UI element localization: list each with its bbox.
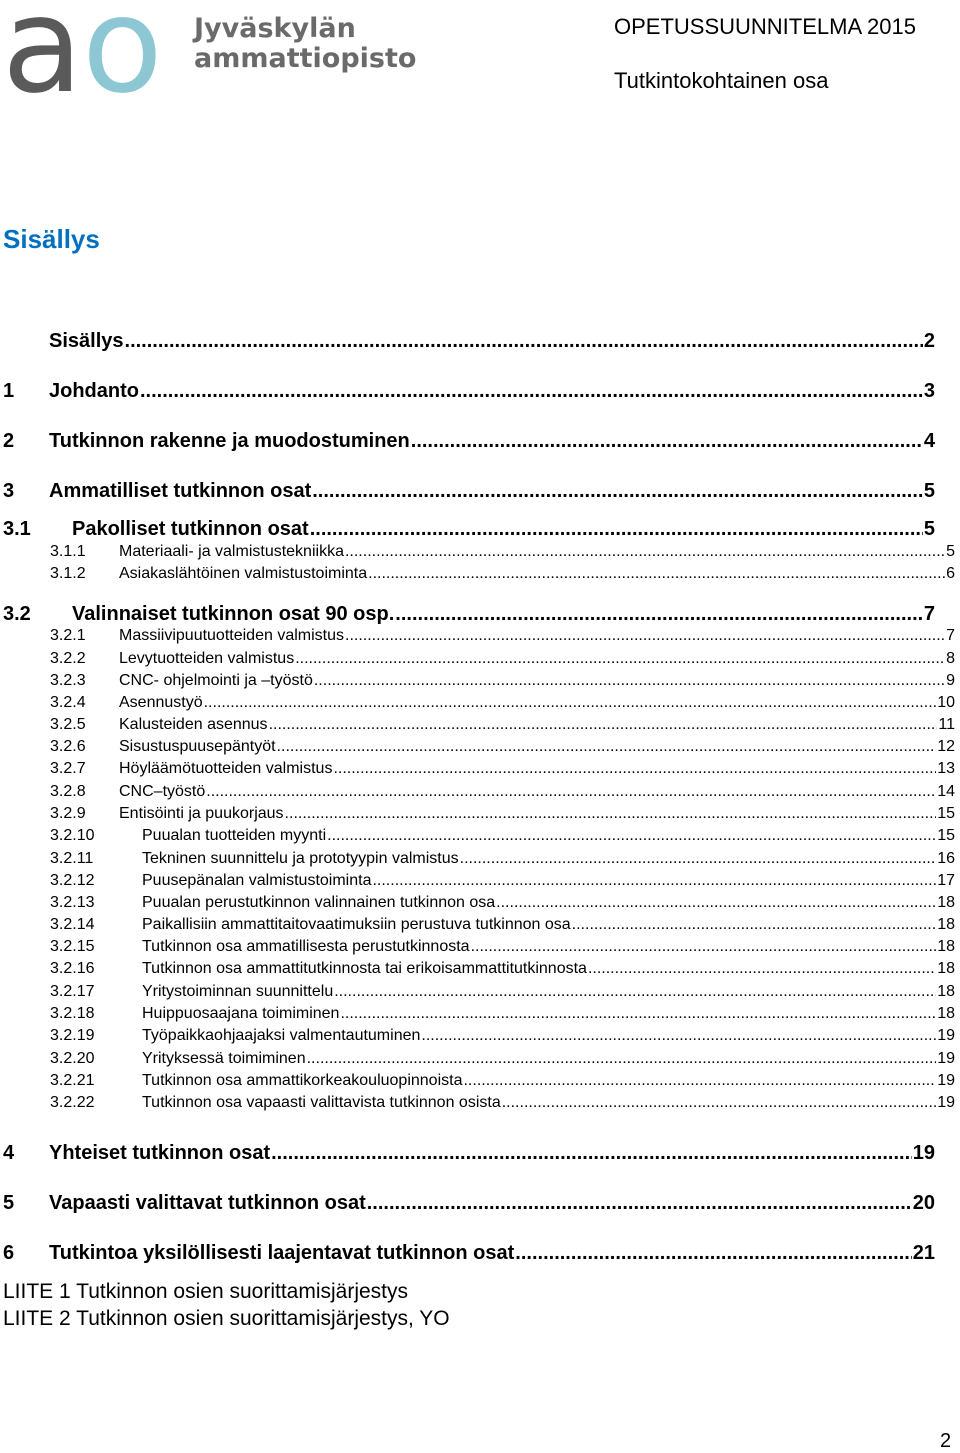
toc-entry-title: Levytuotteiden valmistus <box>119 650 295 667</box>
toc-entry[interactable] <box>50 872 955 890</box>
toc-entry[interactable] <box>50 543 955 561</box>
toc-entry-number: 3.1.2 <box>50 565 86 582</box>
toc-entry-page: 20 <box>912 1192 935 1214</box>
toc-entry-leader <box>334 983 936 1001</box>
toc-entry[interactable] <box>50 716 955 734</box>
toc-entry-page: 12 <box>937 738 955 755</box>
toc-entry-leader <box>367 1192 912 1215</box>
toc-entry-leader <box>340 1005 936 1023</box>
toc-entry-title: Tutkinnon rakenne ja muodostuminen <box>49 430 410 452</box>
toc-entry-page: 5 <box>923 480 935 502</box>
toc-entry-page: 18 <box>937 894 955 911</box>
toc-entry-number: 3.2.17 <box>50 983 95 1000</box>
toc-entry-number: 3.2.16 <box>50 960 95 977</box>
toc-entry-leader <box>327 827 936 845</box>
toc-entry[interactable] <box>50 894 955 912</box>
toc-entry[interactable] <box>50 1072 955 1090</box>
toc-entry-page: 19 <box>912 1142 935 1164</box>
toc-entry-leader <box>345 627 945 645</box>
toc-entry-page: 18 <box>937 916 955 933</box>
toc-entry-number: 5 <box>3 1192 15 1214</box>
toc-entry-title: Puusepänalan valmistustoiminta <box>142 872 372 889</box>
toc-entry-page: 18 <box>937 983 955 1000</box>
toc-entry-title: Asiakaslähtöinen valmistustoiminta <box>119 565 368 582</box>
toc-entry-page: 7 <box>923 603 935 625</box>
toc-entry-number: 3.2.7 <box>50 760 86 777</box>
toc-entry-number: 1 <box>3 380 15 402</box>
toc-entry-leader <box>463 1072 936 1090</box>
toc-entry[interactable] <box>50 627 955 645</box>
toc-entry-number: 3.2.12 <box>50 872 95 889</box>
toc-entry[interactable] <box>3 1192 935 1215</box>
toc-entry-title: Pakolliset tutkinnon osat <box>72 518 309 540</box>
document-subtitle: Tutkintokohtainen osa <box>614 68 829 93</box>
toc-entry-number: 4 <box>3 1142 15 1164</box>
toc-entry-title: Entisöinti ja puukorjaus <box>119 805 284 822</box>
toc-entry-leader <box>295 650 945 668</box>
toc-entry-number: 6 <box>3 1242 15 1264</box>
logo-name-line1: Jyväskylän <box>194 13 356 44</box>
toc-entry-page: 19 <box>937 1072 955 1089</box>
toc-entry-page: 18 <box>937 960 955 977</box>
toc-entry[interactable] <box>50 565 955 583</box>
toc-entry-page: 10 <box>937 694 955 711</box>
toc-entry-number: 3.1.1 <box>50 543 86 560</box>
toc-entry[interactable] <box>3 1242 935 1265</box>
toc-entry-leader <box>314 672 945 690</box>
logo-name <box>194 14 416 74</box>
toc-entry-title: CNC–työstö <box>119 783 206 800</box>
toc-entry-page: 18 <box>937 1005 955 1022</box>
toc-entry-number: 3.2.8 <box>50 783 86 800</box>
toc-entry-page: 19 <box>937 1094 955 1111</box>
toc-entry-title: CNC- ohjelmointi ja –työstö <box>119 672 313 689</box>
toc-entry-number: 3.1 <box>3 518 31 540</box>
toc-entry-page: 15 <box>937 805 955 822</box>
toc-entry-number: 3.2.14 <box>50 916 95 933</box>
toc-entry-page: 6 <box>946 565 955 582</box>
toc-entry[interactable] <box>50 805 955 823</box>
toc-entry-number: 3.2.3 <box>50 672 86 689</box>
toc-entry-number: 3.2.6 <box>50 738 86 755</box>
toc-entry-title: Höyläämötuotteiden valmistus <box>119 760 333 777</box>
toc-entry[interactable] <box>50 1005 955 1023</box>
toc-entry-page: 4 <box>923 430 935 452</box>
toc-entry-title: Yhteiset tutkinnon osat <box>49 1142 271 1164</box>
toc-entry-leader <box>496 894 936 912</box>
toc-entry-leader <box>395 603 923 626</box>
toc-entry-leader <box>333 760 936 778</box>
toc-entry-title: Ammatilliset tutkinnon osat <box>49 480 312 502</box>
toc-entry-leader <box>206 783 936 801</box>
toc-entry-number: 3.2.13 <box>50 894 95 911</box>
toc-entry-title: Asennustyö <box>119 694 203 711</box>
toc-entry[interactable] <box>50 738 955 756</box>
toc-entry[interactable] <box>50 1050 955 1068</box>
logo-letter-a: a <box>2 0 83 123</box>
logo-letter-o: o <box>82 0 163 123</box>
toc-entry-page: 17 <box>937 872 955 889</box>
toc-entry[interactable] <box>50 1094 955 1112</box>
toc-entry-title: Materiaali- ja valmistustekniikka <box>119 543 344 560</box>
logo <box>2 0 417 123</box>
toc-entry-leader <box>502 1094 936 1112</box>
toc-entry-title: Yrityksessä toimiminen <box>142 1050 306 1067</box>
toc-entry-title: Puualan tuotteiden myynti <box>142 827 327 844</box>
toc-entry-title: Yritystoiminnan suunnittelu <box>142 983 334 1000</box>
toc-entry-number: 3 <box>3 480 15 502</box>
page-number: 2 <box>940 1430 952 1452</box>
appendix-item[interactable]: LIITE 1 Tutkinnon osien suorittamisjärjestys <box>3 1280 409 1303</box>
toc-entry-number: 3.2.20 <box>50 1050 95 1067</box>
toc-entry-number: 3.2.1 <box>50 627 86 644</box>
toc-entry[interactable] <box>3 430 935 453</box>
toc-entry-page: 2 <box>923 330 935 352</box>
toc-entry-page: 19 <box>937 1050 955 1067</box>
toc-entry-leader <box>460 850 937 868</box>
toc-entry-page: 21 <box>912 1242 935 1264</box>
toc-entry-title: Tekninen suunnittelu ja prototyypin valmistus <box>142 850 459 867</box>
toc-entry-page: 5 <box>923 518 935 540</box>
toc-entry-number: 3.2.22 <box>50 1094 95 1111</box>
toc-entry-title: Tutkinnon osa vapaasti valittavista tutkinnon osista <box>142 1094 501 1111</box>
toc-entry-title: Tutkinnon osa ammattitutkinnosta tai erikoisammattitutkinnosta <box>142 960 587 977</box>
toc-entry-number: 3.2.19 <box>50 1027 95 1044</box>
toc-entry-leader <box>312 480 923 503</box>
toc-entry-number: 2 <box>3 430 15 452</box>
appendix-item[interactable]: LIITE 2 Tutkinnon osien suorittamisjärjestys, YO <box>3 1307 450 1330</box>
toc-entry-number: 3.2.4 <box>50 694 86 711</box>
toc-entry-number: 3.2.5 <box>50 716 86 733</box>
toc-entry-page: 15 <box>937 827 955 844</box>
toc-entry-number: 3.2 <box>3 603 31 625</box>
toc-entry[interactable] <box>50 983 955 1001</box>
toc-entry-title: Huippuosaajana toimiminen <box>142 1005 340 1022</box>
toc-entry-leader <box>471 938 937 956</box>
toc-entry-page: 5 <box>946 543 955 560</box>
toc-entry-page: 9 <box>946 672 955 689</box>
toc-entry-title: Tutkintoa yksilöllisesti laajentavat tutkinnon osat <box>49 1242 515 1264</box>
toc-entry-page: 16 <box>937 850 955 867</box>
toc-entry-leader <box>515 1242 911 1265</box>
toc-entry-page: 3 <box>923 380 935 402</box>
toc-entry[interactable] <box>50 672 955 690</box>
toc-entry[interactable] <box>3 603 935 626</box>
document-title: OPETUSSUUNNITELMA 2015 <box>614 14 916 39</box>
toc-entry-leader <box>421 1027 936 1045</box>
toc-entry-page: 19 <box>937 1027 955 1044</box>
toc-entry-leader <box>140 380 923 403</box>
toc-entry-leader <box>310 518 923 541</box>
toc-entry[interactable] <box>50 960 955 978</box>
logo-name-line2: ammattiopisto <box>194 43 417 74</box>
toc-entry-leader <box>588 960 936 978</box>
toc-entry-title: Puualan perustutkinnon valinnainen tutkinnon osa <box>142 894 496 911</box>
toc-entry-leader <box>572 916 937 934</box>
toc-entry-title: Johdanto <box>49 380 139 402</box>
toc-entry-page: 8 <box>946 650 955 667</box>
toc-entry-leader <box>307 1050 937 1068</box>
toc-entry[interactable] <box>50 760 955 778</box>
toc-entry-leader <box>345 543 945 561</box>
toc-entry-leader <box>285 805 937 823</box>
toc-entry-number: 3.2.2 <box>50 650 86 667</box>
toc-entry-number: 3.2.11 <box>50 850 94 867</box>
toc-entry-title: Kalusteiden asennus <box>119 716 268 733</box>
toc-entry[interactable] <box>50 827 955 845</box>
toc-entry-title: Työpaikkaohjaajaksi valmentautuminen <box>142 1027 421 1044</box>
toc-entry[interactable] <box>50 938 955 956</box>
toc-entry-page: 13 <box>937 760 955 777</box>
toc-entry-number: 3.2.10 <box>50 827 95 844</box>
toc-entry[interactable] <box>50 694 955 712</box>
toc-entry-title: Tutkinnon osa ammatillisesta perustutkinnosta <box>142 938 470 955</box>
toc-entry-number: 3.2.21 <box>50 1072 95 1089</box>
toc-entry[interactable] <box>50 850 955 868</box>
toc-entry-leader <box>411 430 923 453</box>
toc-entry-leader <box>368 565 945 583</box>
toc-entry[interactable] <box>3 380 935 403</box>
toc-entry-leader <box>277 738 937 756</box>
toc-entry[interactable] <box>50 916 955 934</box>
toc-entry-number: 3.2.15 <box>50 938 95 955</box>
toc-entry-page: 7 <box>946 627 955 644</box>
toc-entry[interactable] <box>50 783 955 801</box>
toc-entry-title: Massiivipuutuotteiden valmistus <box>119 627 344 644</box>
toc-entry-leader <box>125 330 923 353</box>
toc-entry[interactable] <box>3 1142 935 1165</box>
toc-entry-title: Sisustuspuusepäntyöt <box>119 738 276 755</box>
toc-entry-title: Valinnaiset tutkinnon osat 90 osp. <box>72 603 395 625</box>
toc-entry-number: 3.2.9 <box>50 805 86 822</box>
toc-entry-page: 18 <box>937 938 955 955</box>
toc-entry-leader <box>269 716 938 734</box>
toc-entry[interactable] <box>3 518 935 541</box>
toc-entry-title: Tutkinnon osa ammattikorkeakouluopinnoista <box>142 1072 463 1089</box>
toc-entry-leader <box>372 872 936 890</box>
toc-entry[interactable] <box>50 650 955 668</box>
toc-entry-leader <box>271 1142 912 1165</box>
toc-entry-title: Vapaasti valittavat tutkinnon osat <box>49 1192 366 1214</box>
toc-entry-title: Sisällys <box>49 330 124 352</box>
toc-entry-page: 11 <box>938 716 955 733</box>
document-header <box>614 12 916 96</box>
toc-heading: Sisällys <box>3 224 100 254</box>
toc-entry-leader <box>204 694 937 712</box>
toc-entry-title: Paikallisiin ammattitaitovaatimuksiin perustuva tutkinnon osa <box>142 916 571 933</box>
toc-entry[interactable] <box>3 330 935 353</box>
toc-entry[interactable] <box>50 1027 955 1045</box>
toc-entry-page: 14 <box>937 783 955 800</box>
toc-entry[interactable] <box>3 480 935 503</box>
toc-entry-number: 3.2.18 <box>50 1005 95 1022</box>
